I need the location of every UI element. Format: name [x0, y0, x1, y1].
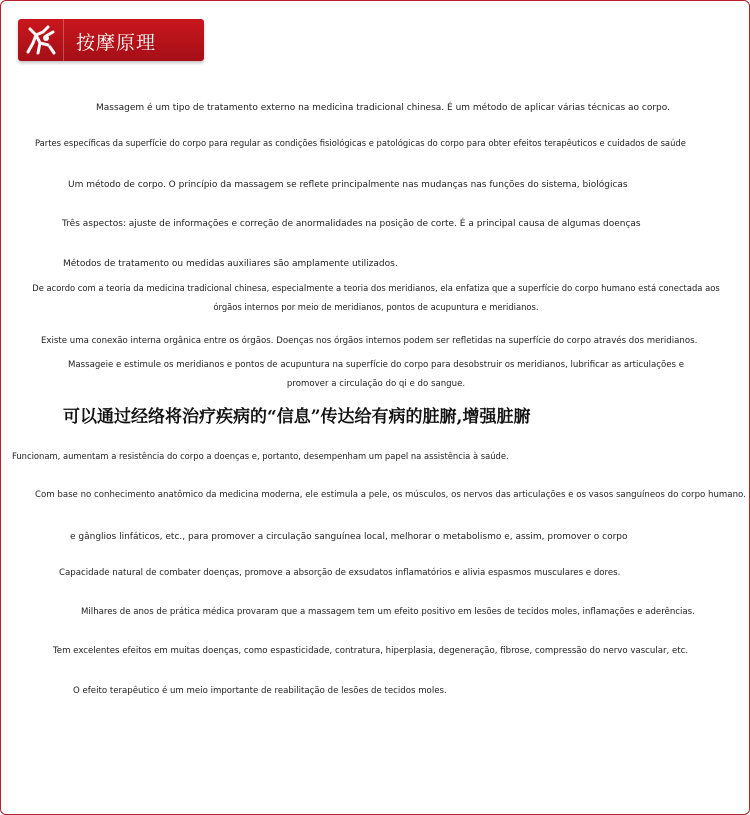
text-line-16: O efeito terapêutico é um meio importante de reabilitação de lesões de tecidos moles. [73, 686, 447, 696]
text-line-9-cn: 可以通过经络将治疗疾病的“信息”传达给有病的脏腑,增强脏腑 [63, 407, 531, 427]
text-line-5: Métodos de tratamento ou medidas auxiliares são amplamente utilizados. [63, 259, 398, 269]
text-line-12: e gânglios linfáticos, etc., para promover a circulação sanguínea local, melhorar o metabolismo e, assim, promover o corpo [70, 532, 628, 542]
text-line-10: Funcionam, aumentam a resistência do corpo a doenças e, portanto, desempenham um papel na assistência à saúde. [12, 451, 509, 461]
figure-logo-icon [24, 23, 58, 57]
text-line-15: Tem excelentes efeitos em muitas doenças, como espasticidade, contratura, hiperplasia, degeneração, fibrose, compressão do nervo vascular, etc. [53, 646, 689, 656]
text-line-8: Massageie e estimule os meridianos e pontos de acupuntura na superfície do corpo para desobstruir os meridianos, lubrificar as articulações e promover a circulação do qi e do sangue. [67, 360, 685, 389]
section-header [18, 19, 204, 61]
section-title: 按摩原理 [76, 32, 157, 54]
text-line-1: Massagem é um tipo de tratamento externo na medicina tradicional chinesa. É um método de aplicar várias técnicas ao corpo. [96, 103, 670, 113]
text-line-4: Três aspectos: ajuste de informações e correção de anormalidades na posição de corte. É a principal causa de algumas doenças [62, 219, 641, 229]
text-line-3: Um método de corpo. O princípio da massagem se reflete principalmente nas mudanças nas funções do sistema, biológicas [68, 180, 628, 190]
text-line-13: Capacidade natural de combater doenças, promove a absorção de exsudatos inflamatórios e alivia espasmos musculares e dores. [59, 568, 621, 578]
text-line-7: Existe uma conexão interna orgânica entre os órgãos. Doenças nos órgãos internos podem ser refletidas na superfície do corpo através dos meridianos. [41, 336, 698, 346]
text-line-14: Milhares de anos de prática médica provaram que a massagem tem um efeito positivo em lesões de tecidos moles, inflamações e aderências. [81, 607, 695, 617]
text-line-11: Com base no conhecimento anatômico da medicina moderna, ele estimula a pele, os músculos, os nervos das articulações e os vasos sanguíneos do corpo humano. [35, 490, 746, 500]
header-divider [63, 19, 64, 61]
text-line-2: Partes específicas da superfície do corpo para regular as condições fisiológicas e patológicas do corpo para obter efeitos terapêuticos e cuidados de saúde [35, 138, 686, 148]
text-line-6: De acordo com a teoria da medicina tradicional chinesa, especialmente a teoria dos meridianos, ela enfatiza que a superfície do corpo humano está conectada aos órgãos internos por meio de meridianos, pontos de acupuntura e meridianos. [32, 283, 720, 312]
